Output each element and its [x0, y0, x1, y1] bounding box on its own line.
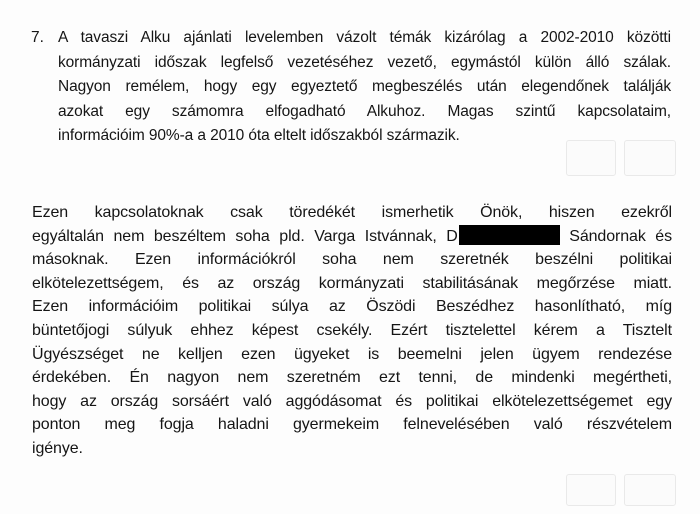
paragraph-line: igénye. [32, 439, 83, 457]
item-text [58, 26, 671, 149]
paragraph-line: érdekében. Én nagyon nem szeretném ezt tenni, de mindenki megértheti, [32, 369, 672, 387]
item-line: A tavaszi Alku ajánlati levelemben vázolt témák kizárólag a 2002-2010 közötti [58, 29, 671, 46]
paragraph-line: elkötelezettségem, és az ország kormányzati stabilitásának megőrzése miatt. [32, 274, 672, 292]
item-line: információim 90%-a a 2010 óta eltelt időszakból származik. [58, 127, 460, 144]
paragraph-line: Ezen kapcsolatoknak csak töredékét ismerhetik Önök, hiszen ezekről [32, 204, 672, 221]
item-number: 7. [31, 29, 44, 46]
paragraph-line: másoknak. Ezen információkról soha nem szeretnék beszélni politikai [32, 251, 672, 269]
paragraph-line: Ügyészséget ne kelljen ezen ügyeket is beemelni jelen ügyem rendezése [32, 345, 672, 363]
item-line: azokat egy számomra elfogadható Alkuhoz. Magas szintű kapcsolataim, [58, 102, 671, 120]
item-line: Nagyon remélem, hogy egy egyeztető megbeszélés után elegendőnek találják [58, 78, 671, 95]
paragraph-line: ponton meg fogja haladni gyermekeim felnevelésében való részvételem [32, 416, 672, 434]
item-line: kormányzati időszak legfelső vezetéséhez vezető, egymástól külön álló szálak. [58, 53, 671, 71]
paragraph-line: Ezen információim politikai súlya az Öszödi Beszédhez hasonlítható, míg [32, 298, 672, 316]
paragraph-line-with-redaction [32, 225, 672, 249]
paragraph-line: hogy az ország sorsáért való aggódásomat és politikai elkötelezettségemet egy [32, 392, 672, 410]
paragraph-text: Sándornak és [559, 227, 673, 245]
faint-stamp-mark [624, 474, 676, 506]
body-paragraph [32, 201, 672, 461]
paragraph-line: büntetőjogi súlyuk ehhez képest csekély. Ezért tisztelettel kérem a Tisztelt [32, 321, 672, 339]
faint-stamp-mark [624, 140, 676, 176]
redaction-bar [459, 225, 560, 245]
faint-stamp-mark [566, 140, 616, 176]
paragraph-text: egyáltalán nem beszéltem soha pld. Varga Istvánnak, D [32, 227, 458, 245]
faint-stamp-mark [566, 474, 616, 506]
